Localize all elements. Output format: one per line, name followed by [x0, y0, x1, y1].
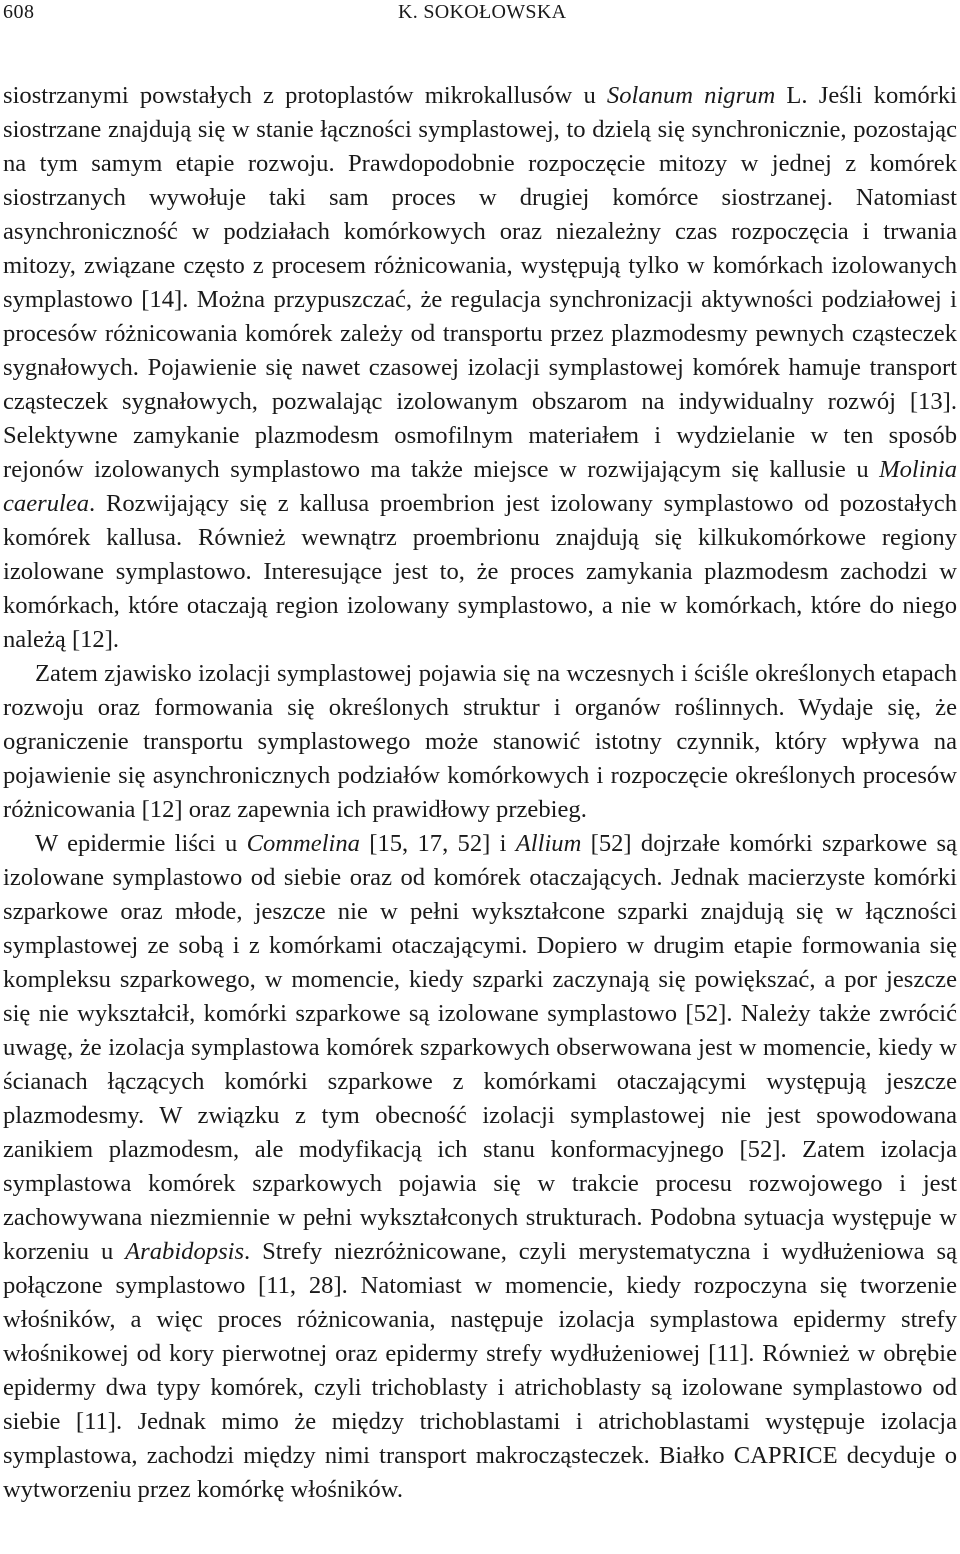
text-segment: . Rozwijający się z kallusa proembrion jest izolowany symplastowo od pozostałych komórek kallusa. Również wewnątrz proembrionu znajdują się kilkukomórkowe regiony izolowane symplastowo. Interesujące jest to, że proces zamykania plazmodesm zachodzi w komórkach, które otaczają region izolowany symplastowo, a nie w komórkach, które do niego należą [12].: [3, 490, 957, 653]
article-body: [3, 79, 957, 1507]
running-header: [0, 0, 960, 30]
running-title: K. SOKOŁOWSKA: [398, 1, 567, 23]
page-number: 608: [3, 1, 35, 23]
species-name-allium: Allium: [515, 830, 582, 857]
text-segment: W epidermie liści u: [35, 830, 247, 857]
species-name-commelina: Commelina: [246, 830, 360, 857]
species-name-molinia: Molinia caerulea: [3, 456, 957, 517]
text-segment: Zatem zjawisko izolacji symplastowej pojawia się na wczesnych i ściśle określonych etapach rozwoju oraz formowania się określonych struktur i organów roślinnych. Wydaje się, że ograniczenie transportu symplastowego może stanowić istotny czynnik, który wpływa na pojawienie się asynchronicznych podziałów komórkowych i rozpoczęcie określonych procesów różnicowania [12] oraz zapewnia ich prawidłowy przebieg.: [3, 660, 957, 823]
paragraph-1: [3, 79, 957, 657]
text-segment: [15, 17, 52] i: [359, 830, 516, 857]
species-name-solanum: Solanum nigrum: [606, 82, 776, 109]
text-segment: siostrzanymi powstałych z protoplastów mikrokallusów u: [3, 82, 607, 109]
paragraph-2: [3, 657, 957, 827]
text-segment: [52] dojrzałe komórki szparkowe są izolowane symplastowo od siebie oraz od komórek otaczających. Jednak macierzyste komórki szparkowe oraz młode, jeszcze nie w pełni wykształcone szparki znajdują się w łączności symplastowej ze sobą i z komórkami otaczającymi. Dopiero w drugim etapie formowania się kompleksu szparkowego, w momencie, kiedy szparki zaczynają się powiększać, a por jeszcze się nie wykształcił, komórki szparkowe są izolowane symplastowo [52]. Należy także zwrócić uwagę, że izolacja symplastowa komórek szparkowych obserwowana jest w momencie, kiedy w ścianach łączących komórki szparkowe z komórkami otaczającymi występują jeszcze plazmodesmy. W związku z tym obecność izolacji symplastowej nie jest spowodowana zanikiem plazmodesm, ale modyfikacją ich stanu konformacyjnego [52]. Zatem izolacja symplastowa komórek szparkowych pojawia się w trakcie procesu rozwojowego i jest zachowywana niezmiennie w pełni wykształconych strukturach. Podobna sytuacja występuje w korzeniu u: [3, 830, 957, 1265]
species-name-arabidopsis: Arabidopsis: [125, 1238, 245, 1265]
text-segment: . Strefy niezróżnicowane, czyli merystematyczna i wydłużeniowa są połączone symplastowo [11, 28]. Natomiast w momencie, kiedy rozpoczyna się tworzenie włośników, a więc proces różnicowania, następuje izolacja symplastowa epidermy strefy włośnikowej od kory pierwotnej oraz epidermy strefy wydłużeniowej [11]. Również w obrębie epidermy dwa typy komórek, czyli trichoblasty i atrichoblasty są izolowane symplastowo od siebie [11]. Jednak mimo że między trichoblastami i atrichoblastami występuje izolacja symplastowa, zachodzi między nimi transport makrocząsteczek. Białko CAPRICE decyduje o wytworzeniu przez komórkę włośników.: [3, 1238, 957, 1503]
paragraph-3: [3, 827, 957, 1507]
text-segment: L. Jeśli komórki siostrzane znajdują się w stanie łączności symplastowej, to dzielą się synchronicznie, pozostając na tym samym etapie rozwoju. Prawdopodobnie rozpoczęcie mitozy w jednej z komórek siostrzanych wywołuje taki sam proces w drugiej komórce siostrzanej. Natomiast asynchroniczność w podziałach komórkowych oraz niezależny czas rozpoczęcia i trwania mitozy, związane często z procesem różnicowania, występują tylko w komórkach izolowanych symplastowo [14]. Można przypuszczać, że regulacja synchronizacji aktywności podziałowej i procesów różnicowania komórek zależy od transportu przez plazmodesmy pewnych cząsteczek sygnałowych. Pojawienie się nawet czasowej izolacji symplastowej komórek hamuje transport cząsteczek sygnałowych, pozwalając izolowanym obszarom na indywidualny rozwój [13]. Selektywne zamykanie plazmodesm osmofilnym materiałem i wydzielanie w ten sposób rejonów izolowanych symplastowo ma także miejsce w rozwijającym się kallusie u: [3, 82, 957, 483]
